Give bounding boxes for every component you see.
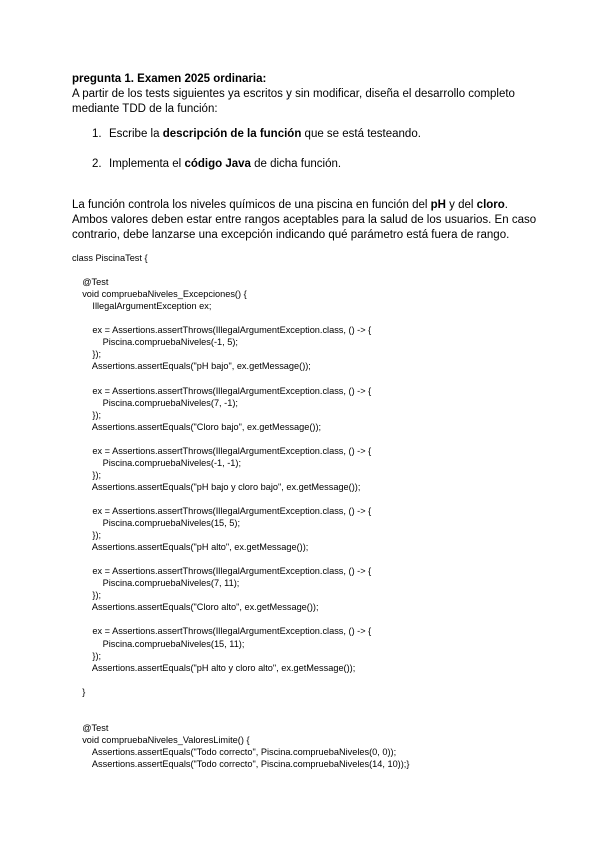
list-number: 2. — [92, 158, 102, 170]
list-item — [92, 127, 421, 157]
code-line: @Test — [72, 722, 109, 733]
code-line: Assertions.assertEquals("pH bajo y cloro bajo", ex.getMessage()); — [72, 481, 361, 492]
code-line — [72, 553, 409, 565]
description-text: La función controla los niveles químicos de una piscina en función del — [72, 199, 431, 211]
code-line: }); — [72, 650, 102, 661]
code-line — [72, 372, 409, 384]
code-line: Assertions.assertEquals("Cloro alto", ex.getMessage()); — [72, 602, 319, 613]
intro-paragraph: A partir de los tests siguientes ya escritos y sin modificar, diseña el desarrollo completo mediante TDD de la función: — [72, 88, 515, 115]
code-line: ex = Assertions.assertThrows(IllegalArgumentException.class, () -> { — [72, 626, 372, 637]
code-line: IllegalArgumentException ex; — [72, 301, 212, 312]
list-text: Implementa el — [109, 158, 185, 170]
list-text: Escribe la — [109, 128, 163, 140]
list-text: de dicha función. — [250, 158, 342, 170]
code-line — [72, 698, 409, 710]
code-line: void compruebaNiveles_Excepciones() { — [72, 289, 247, 300]
code-line: Piscina.compruebaNiveles(15, 5); — [72, 518, 240, 529]
code-line: Assertions.assertEquals("Todo correcto", Piscina.compruebaNiveles(14, 10));} — [72, 758, 410, 769]
code-line — [72, 674, 409, 686]
code-line: Assertions.assertEquals("Todo correcto", Piscina.compruebaNiveles(0, 0)); — [72, 746, 397, 757]
list-text: que se está testeando. — [301, 128, 421, 140]
description-text: . Ambos valores deben estar entre rangos aceptables para la salud de los usuarios. En caso contrario, debe lanzarse una excepción indicando qué parámetro está fuera de rango. — [72, 199, 537, 242]
code-line: Piscina.compruebaNiveles(7, 11); — [72, 578, 240, 589]
description-bold-ph: pH — [430, 199, 446, 211]
code-line: ex = Assertions.assertThrows(IllegalArgumentException.class, () -> { — [72, 566, 372, 577]
code-line: }); — [72, 530, 102, 541]
code-line: class PiscinaTest { — [72, 253, 148, 263]
task-list — [92, 127, 421, 187]
code-line: Assertions.assertEquals("Cloro bajo", ex.getMessage()); — [72, 421, 322, 432]
code-line: } — [72, 686, 86, 697]
code-line: }); — [72, 409, 102, 420]
code-line: ex = Assertions.assertThrows(IllegalArgumentException.class, () -> { — [72, 385, 372, 396]
code-line: Assertions.assertEquals("pH alto", ex.getMessage()); — [72, 542, 309, 553]
code-block — [72, 252, 409, 770]
code-line: Assertions.assertEquals("pH alto y cloro alto", ex.getMessage()); — [72, 662, 356, 673]
question-title: pregunta 1. Examen 2025 ordinaria: — [72, 73, 267, 85]
code-line: Assertions.assertEquals("pH bajo", ex.getMessage()); — [72, 361, 311, 372]
code-line — [72, 264, 409, 276]
code-line — [72, 710, 409, 722]
code-line: ex = Assertions.assertThrows(IllegalArgumentException.class, () -> { — [72, 325, 372, 336]
code-line: Piscina.compruebaNiveles(-1, -1); — [72, 457, 242, 468]
code-line: ex = Assertions.assertThrows(IllegalArgumentException.class, () -> { — [72, 505, 372, 516]
code-line: }); — [72, 469, 102, 480]
list-number: 1. — [92, 128, 102, 140]
code-line: Piscina.compruebaNiveles(7, -1); — [72, 397, 238, 408]
description-text: y del — [445, 199, 477, 211]
code-line: ex = Assertions.assertThrows(IllegalArgumentException.class, () -> { — [72, 445, 372, 456]
code-line — [72, 312, 409, 324]
code-line: }); — [72, 590, 102, 601]
list-bold-text: código Java — [184, 158, 251, 170]
code-line — [72, 433, 409, 445]
code-line: Piscina.compruebaNiveles(15, 11); — [72, 638, 245, 649]
list-item — [92, 157, 421, 187]
code-line — [72, 613, 409, 625]
function-description — [72, 198, 542, 244]
code-line: }); — [72, 349, 102, 360]
code-line — [72, 493, 409, 505]
description-bold-cloro: cloro — [476, 199, 505, 211]
code-line: Piscina.compruebaNiveles(-1, 5); — [72, 337, 238, 348]
list-bold-text: descripción de la función — [162, 128, 302, 140]
code-line: void compruebaNiveles_ValoresLimite() { — [72, 734, 250, 745]
code-line: @Test — [72, 277, 109, 288]
